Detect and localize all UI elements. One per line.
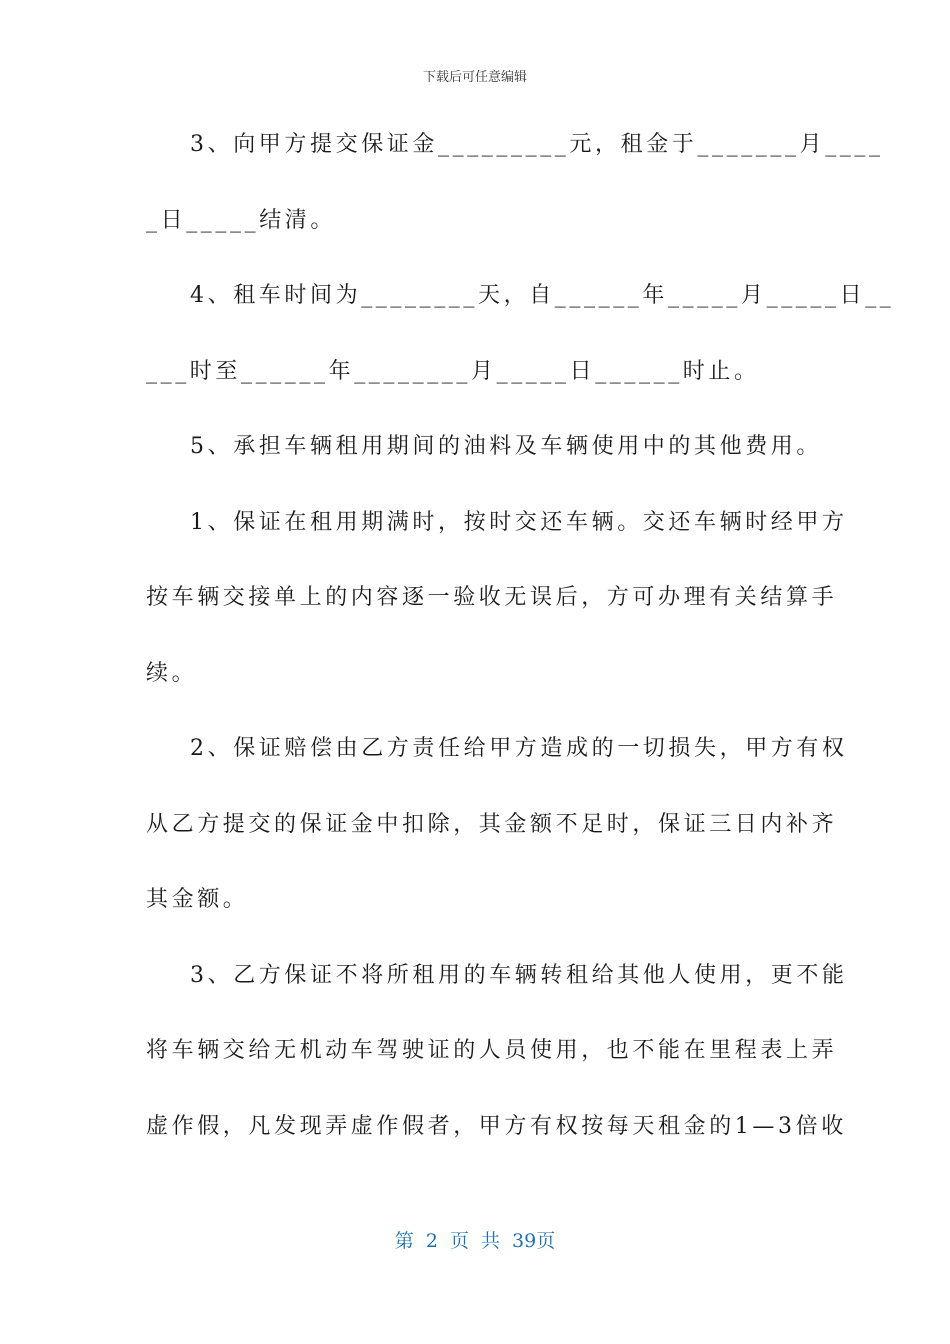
text-line: 3、向甲方提交保证金_________元，租金于_______月____ [190, 132, 884, 157]
text-line: 4、租车时间为________天，自______年_____月_____日__ [190, 283, 895, 308]
text-line: 1、保证在租用期满时，按时交还车辆。交还车辆时经甲方 [190, 509, 848, 535]
text-line: ___时至______年________月_____日______时止。 [146, 358, 760, 384]
text-line: 续。 [146, 660, 198, 686]
text-line: 其金额。 [146, 887, 249, 912]
text-line: 3、乙方保证不将所租用的车辆转租给其他人使用，更不能 [190, 962, 848, 988]
text-line: 按车辆交接单上的内容逐一验收无误后，方可办理有关结算手 [146, 585, 838, 610]
text-line: 虚作假，凡发现弄虚作假者，甲方有权按每天租金的1—3倍收 [146, 1113, 847, 1139]
text-line: 从乙方提交的保证金中扣除，其金额不足时，保证三日内补齐 [146, 811, 838, 837]
text-line: 5、承担车辆租用期间的油料及车辆使用中的其他费用。 [190, 434, 822, 459]
text-line: 将车辆交给无机动车驾驶证的人员使用，也不能在里程表上弄 [146, 1038, 838, 1063]
page-number: 第 2 页 共 39页 [394, 1230, 556, 1252]
page-header: 下载后可任意编辑 [422, 70, 527, 85]
text-line: 2、保证赔偿由乙方责任给甲方造成的一切损失，甲方有权 [190, 736, 848, 761]
text-line: _日_____结清。 [146, 207, 337, 233]
document-body [146, 123, 895, 1180]
